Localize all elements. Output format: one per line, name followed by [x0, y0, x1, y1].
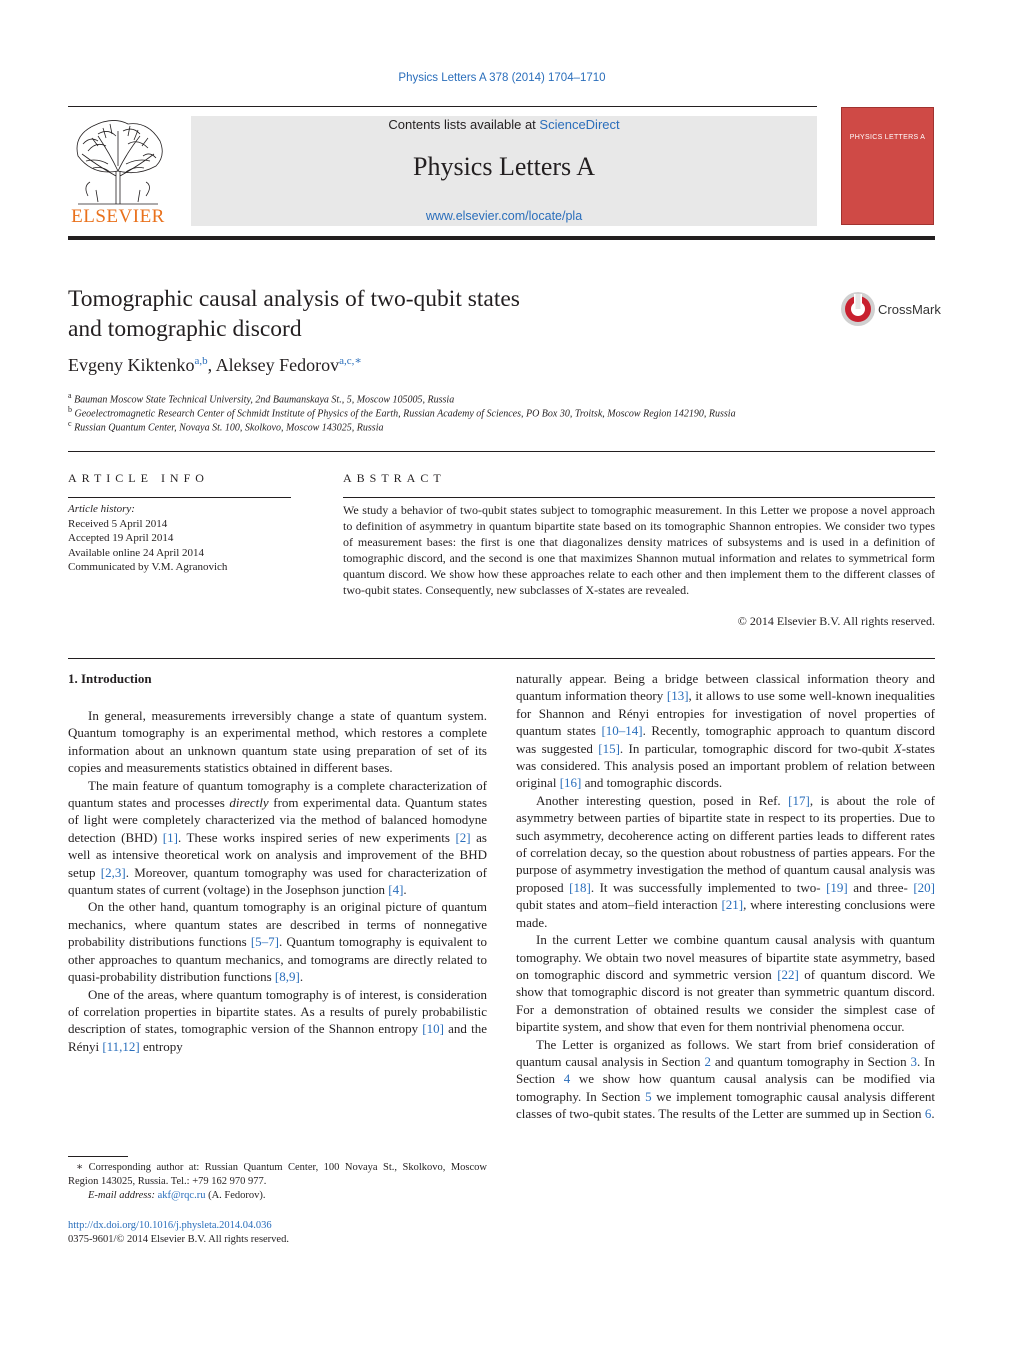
journal-url-link[interactable]: www.elsevier.com/locate/pla [425, 209, 583, 223]
citation-link[interactable]: [10] [422, 1021, 444, 1037]
text-run: and quantum tomography in Section [710, 1053, 911, 1069]
text-run: we implement tomographic causal analysis different classes of two-qubit states. The results of the Letter are summed up in Section [516, 1088, 935, 1122]
abstract-text: We study a behavior of two-qubit states subject to tomographic measurement. In this Letter we propose a novel approach to definition of asymmetry in quantum bipartite state based on its tomographic Shannon entropies. We consider two types of measurement bases: the first is one that diagonalizes density matrices of subsystems and is used in a definition of tomographic discord, and the second is one that maximizes Shannon mutual information and relates to symmetrical form quantum discord. We show how these approaches relate to each other and then implement them to the different classes of two-qubit states. Consequently, new subclasses of X-states are revealed. [343, 503, 935, 597]
citation-link[interactable]: [8,9] [274, 969, 300, 985]
text-run: entropy [139, 1038, 183, 1054]
text-run: qubit states and atom–field interaction [516, 897, 722, 913]
affiliation-mark: a [68, 391, 72, 400]
footnote-rule [68, 1156, 128, 1157]
paper-title [68, 284, 628, 344]
paragraph [68, 986, 487, 1056]
section-link[interactable]: 6 [924, 1106, 932, 1122]
citation-link[interactable]: [19] [826, 879, 848, 895]
author2-affiliation-marks[interactable]: a,c,∗ [339, 355, 362, 367]
paragraph [516, 931, 935, 1035]
citation-link[interactable]: [10–14] [601, 723, 643, 739]
journal-cover-thumbnail[interactable] [841, 107, 934, 225]
paragraph [68, 898, 487, 985]
contents-prefix: Contents lists available at [388, 117, 536, 132]
left-column [68, 707, 487, 1055]
text-run: The main feature of quantum tomography is a complete characterization of quantum states and processes [68, 777, 487, 811]
text-run: In the current Letter we combine quantum causal analysis with quantum tomography. We obtain two novel measures of bipartite state asymmetry, based on tomographic discord and symmetric version [516, 932, 935, 982]
doi-block [68, 1219, 289, 1247]
text-run: , it allows to use some well-known inequalities for Shannon and Rényi entropies for investigation of novel properties of quantum states [516, 688, 935, 739]
front-matter-rule [68, 451, 935, 452]
doi-link[interactable]: http://dx.doi.org/10.1016/j.physleta.2014.04.036 [68, 1220, 272, 1231]
received-date: Received 5 April 2014 [68, 517, 168, 530]
header-thick-rule [68, 236, 935, 240]
text-run: as well as intensive theoretical work on analysis and improvement of the BHD setup [68, 829, 487, 880]
body-rule [68, 658, 935, 659]
article-info-heading: ARTICLE INFO [68, 471, 209, 485]
section-link[interactable]: 3 [910, 1053, 917, 1069]
section-link[interactable]: 5 [645, 1088, 652, 1104]
affiliation-text: Bauman Moscow State Technical University, 2nd Baumanskaya St., 5, Moscow 105005, Russia [74, 394, 455, 406]
affiliation-mark: c [68, 419, 72, 428]
crossmark-label[interactable]: CrossMark [878, 302, 941, 317]
section-heading-introduction: 1. Introduction [68, 671, 152, 686]
text-run: . [299, 969, 304, 985]
emphasis: directly [229, 795, 269, 811]
email-label: E-mail address: [88, 1190, 155, 1202]
text-run: we show how quantum causal analysis can be modified via tomography. In Section [516, 1071, 935, 1104]
text-run: . These works inspired series of new experiments [177, 829, 456, 845]
citation-link[interactable]: [5–7] [250, 934, 279, 950]
paragraph [516, 1036, 935, 1123]
citation-link[interactable]: [17] [788, 792, 810, 808]
header-rule [68, 106, 817, 107]
affiliation-a [68, 391, 454, 405]
online-date: Available online 24 April 2014 [68, 546, 205, 559]
citation-link[interactable]: [15] [598, 740, 620, 756]
section-link[interactable]: 4 [563, 1071, 571, 1087]
paragraph: In general, measurements irreversibly change a state of quantum system. Quantum tomography is an experimental method, which restores a complete information about an unknown quantum state using preparation of set of its copies and measurements statistics obtained in different bases. [68, 708, 487, 776]
footnote-mark: ∗ [76, 1162, 84, 1173]
abstract-rule [343, 497, 935, 498]
citation-link[interactable]: [11,12] [102, 1038, 140, 1054]
citation-link[interactable]: [2] [455, 829, 471, 845]
affiliation-text: Russian Quantum Center, Novaya St. 100, Skolkovo, Moscow 143025, Russia [74, 422, 384, 434]
citation-link[interactable]: [21] [721, 897, 744, 913]
text-run: and three- [847, 879, 914, 895]
issn-line: 0375-9601/© 2014 Elsevier B.V. All rights reserved. [68, 1234, 289, 1245]
text-run: On the other hand, quantum tomography is an original picture of quantum mechanics, where quantum states are described in terms of nonnegative probability distributions functions [68, 899, 487, 950]
text-run: The Letter is organized as follows. We start from brief consideration of quantum causal analysis in Section [516, 1036, 935, 1069]
text-run: . It was successfully implemented to two- [590, 879, 827, 895]
footnote-email-line [68, 1189, 487, 1203]
author-kiktenko[interactable]: Evgeny Kiktenko [68, 355, 195, 375]
affiliation-text: Geoelectromagnetic Research Center of Schmidt Institute of Physics of the Earth, Russian Academy of Sciences, PO Box 30, Troitsk, Moscow Region 142190, Russia [74, 408, 736, 420]
text-run: , is about the role of asymmetry between parties of bipartite state in respect to its properties. Due to such asymmetry, decoherence acting on different parties leads to different rates of correlation decay, so the question about robustness of parties appears. For the purpose of asymmetry investigation the method of quantum causal analysis was proposed [516, 792, 935, 895]
citation-link[interactable]: [22] [777, 966, 799, 982]
text-run: and the Rényi [68, 1021, 487, 1054]
text-run: . [403, 882, 407, 898]
text-run: . In particular, tomographic discord for two-qubit [619, 740, 894, 756]
text-run: , where interesting conclusions were made. [516, 897, 936, 930]
paragraph [516, 670, 935, 792]
affiliation-b [68, 405, 736, 419]
text-run: naturally appear. Being a bridge between classical information theory and quantum information theory [516, 671, 935, 704]
contents-line [191, 117, 817, 132]
footnote-text: Corresponding author at: Russian Quantum Center, 100 Novaya St., Skolkovo, Moscow Region 143025, Russia. Tel.: +79 162 970 977. [68, 1162, 487, 1188]
article-info-rule [68, 497, 291, 498]
text-run: . [931, 1106, 935, 1122]
cover-title: PHYSICS LETTERS A [849, 134, 926, 141]
author-separator: , [207, 355, 216, 375]
citation-link[interactable]: [20] [913, 879, 935, 895]
text-run: . Recently, tomographic approach to quantum discord was suggested [516, 723, 935, 756]
section-link[interactable]: 2 [704, 1053, 711, 1069]
abstract-heading: ABSTRACT [343, 471, 446, 485]
article-history-label: Article history: [68, 503, 135, 515]
citation-link[interactable]: [18] [569, 879, 591, 895]
elsevier-wordmark: ELSEVIER [71, 206, 165, 227]
corresponding-author-footnote [68, 1161, 487, 1204]
citation-link[interactable]: [4] [388, 882, 404, 898]
abstract-copyright: © 2014 Elsevier B.V. All rights reserved. [737, 614, 935, 628]
text-run: Another interesting question, posed in Ref. [536, 792, 789, 808]
text-run: . Moreover, quantum tomography was used for characterization of quantum states of current (voltage) in the Josephson junction [68, 864, 487, 898]
author-list [68, 354, 362, 376]
text-run: . Quantum tomography is equivalent to other approaches to quantum mechanics, and tomograms are directly related to quasi-probability distribution functions [68, 934, 487, 985]
footnote-line [68, 1161, 487, 1189]
author1-affiliation-marks[interactable]: a,b [194, 355, 208, 367]
article-history [68, 502, 298, 575]
citation-link[interactable]: [13] [666, 688, 689, 704]
text-run: One of the areas, where quantum tomography is of interest, is consideration of correlation properties in bipartite states. As a results of purely probabilistic description of states, tomographic version of the Shannon entropy [68, 986, 487, 1037]
journal-title: Physics Letters A [413, 152, 595, 181]
text-run: of quantum discord. We show that tomographic discord is not greater than symmetric quantum discord. For a demonstration of obtained results we consider the simplest case of bipartite system, and show that even for them nontrivial phenomena occur. [516, 966, 935, 1035]
email-link[interactable]: akf@rqc.ru [157, 1190, 206, 1202]
affiliation-mark: b [68, 405, 72, 414]
email-suffix: (A. Fedorov). [205, 1190, 266, 1202]
text-run: and tomographic discords. [581, 775, 723, 791]
text-run: from experimental data. Quantum states of light were completely characterized via the method of balanced homodyne detection (BHD) [68, 795, 488, 845]
citation-link[interactable]: [2,3] [100, 864, 126, 880]
paper-title-line2: and tomographic discord [68, 316, 302, 342]
author-fedorov[interactable]: Aleksey Fedorov [215, 355, 340, 375]
emphasis: X [893, 740, 902, 756]
text-run: -states was considered. This analysis posed an important problem of relation between original [516, 740, 935, 791]
citation-link[interactable]: [16] [559, 775, 582, 791]
right-column [516, 670, 935, 1123]
paper-title-line1: Tomographic causal analysis of two-qubit states [68, 286, 520, 312]
affiliation-c [68, 419, 383, 433]
paragraph [516, 792, 935, 931]
accepted-date: Accepted 19 April 2014 [68, 532, 174, 545]
paragraph [68, 777, 487, 899]
citation-link[interactable]: [1] [162, 829, 178, 845]
sciencedirect-link[interactable]: ScienceDirect [539, 117, 620, 132]
journal-reference[interactable]: Physics Letters A 378 (2014) 1704–1710 [398, 72, 606, 84]
communicated-by: Communicated by V.M. Agranovich [68, 561, 228, 574]
text-run: . In Section [516, 1053, 935, 1087]
